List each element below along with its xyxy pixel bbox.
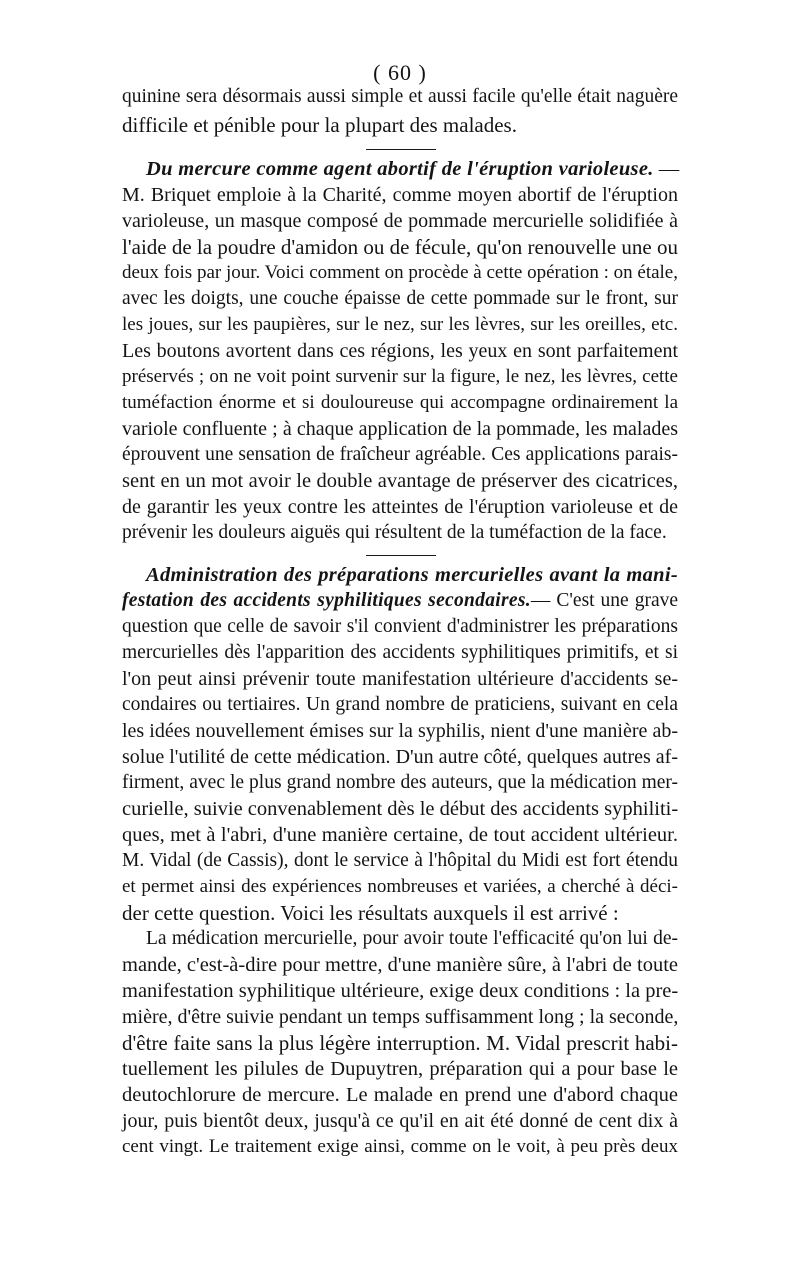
section1-line-10: variole confluente ; à chaque application de la pommade, les malades xyxy=(122,418,678,440)
section2-line-1: question que celle de savoir s'il convient d'administrer les préparations xyxy=(122,616,678,637)
section1-line-4: deux fois par jour. Voici comment on procède à cette opération : on étale, xyxy=(122,262,678,283)
para3-line-2: mande, c'est-à-dire pour mettre, d'une manière sûre, à l'abri de toute xyxy=(122,954,678,976)
section2-line-7: firment, avec le plus grand nombre des auteurs, que la médication mer- xyxy=(122,772,678,793)
section1-line-9: tuméfaction énorme et si douloureuse qui accompagne ordinairement la xyxy=(122,392,678,413)
para3-line-7: deutochlorure de mercure. Le malade en prend une d'abord chaque xyxy=(122,1084,678,1106)
para3-line-6: tuellement les pilules de Dupuytren, préparation qui a pour base le xyxy=(122,1058,678,1080)
section1-line-2: varioleuse, un masque composé de pommade mercurielle solidifiée à xyxy=(122,210,678,232)
section2-line-8: curielle, suivie convenablement dès le début des accidents syphiliti- xyxy=(122,798,679,820)
section2-line-6: solue l'utilité de cette médication. D'un autre côté, quelques autres af- xyxy=(122,746,678,768)
para3-line-1: La médication mercurielle, pour avoir toute l'efficacité qu'on lui de- xyxy=(146,928,678,949)
section2-line-2: mercurielles dès l'apparition des accidents syphilitiques primitifs, et si xyxy=(122,642,678,663)
para3-line-8: jour, puis bientôt deux, jusqu'à ce qu'il en ait été donné de cent dix à xyxy=(122,1110,678,1132)
para3-line-5: d'être faite sans la plus légère interruption. M. Vidal prescrit habi- xyxy=(122,1031,678,1055)
section1-heading-dash: — xyxy=(653,158,680,180)
section1-heading: Du mercure comme agent abortif de l'éruption varioleuse. xyxy=(146,158,654,180)
page-number: ( 60 ) xyxy=(373,60,427,85)
section1-line-8: préservés ; on ne voit point survenir sur la figure, le nez, les lèvres, cette xyxy=(122,366,678,387)
section1-line-7: Les boutons avortent dans ces régions, les yeux en sont parfaitement xyxy=(122,340,678,362)
section1-line-3: l'aide de la poudre d'amidon ou de fécule, qu'on renouvelle une ou xyxy=(122,235,678,259)
section2-line-10: M. Vidal (de Cassis), dont le service à l'hôpital du Midi est fort étendu xyxy=(122,850,678,871)
para3-line-9: cent vingt. Le traitement exige ainsi, comme on le voit, à peu près deux xyxy=(122,1136,678,1157)
section1-line-6: les joues, sur les paupières, sur le nez, sur les lèvres, sur les oreilles, etc. xyxy=(122,314,678,335)
para1-line-2: difficile et pénible pour la plupart des malades. xyxy=(122,113,517,137)
section2-line-5: les idées nouvellement émises sur la syphilis, nient d'une manière ab- xyxy=(122,720,678,742)
section1-heading-line xyxy=(146,156,678,182)
section1-line-14: prévenir les douleurs aiguës qui résultent de la tuméfaction de la face. xyxy=(122,522,667,543)
para3-line-3: manifestation syphilitique ultérieure, exige deux conditions : la pre- xyxy=(122,980,679,1002)
section2-line-9: ques, met à l'abri, d'une manière certaine, de tout accident ultérieur. xyxy=(122,824,678,846)
section2-heading-part2: festation des accidents syphilitiques secondaires. xyxy=(122,590,531,611)
section-divider-2 xyxy=(366,555,436,556)
section2-heading-continuation: — C'est une grave xyxy=(530,590,679,611)
section1-line-5: avec les doigts, une couche épaisse de cette pommade sur le front, sur xyxy=(122,288,678,309)
section2-line-11: et permet ainsi des expériences nombreuses et variées, a cherché à déci- xyxy=(122,876,678,897)
section2-line-12: der cette question. Voici les résultats auxquels il est arrivé : xyxy=(122,901,619,925)
section2-line-4: condaires ou tertiaires. Un grand nombre de praticiens, suivant en cela xyxy=(122,694,678,715)
section1-line-12: sent en un mot avoir le double avantage de préserver des cicatrices, xyxy=(122,470,678,492)
section2-heading-part1: Administration des préparations mercurielles avant la mani- xyxy=(146,564,678,586)
section1-line-11: éprouvent une sensation de fraîcheur agréable. Ces applications parais- xyxy=(122,444,678,465)
section2-heading-line-1 xyxy=(146,562,678,588)
para3-line-4: mière, d'être suivie pendant un temps suffisamment long ; la seconde, xyxy=(122,1006,679,1028)
section2-heading-line-2 xyxy=(122,588,678,614)
para1-line-1: quinine sera désormais aussi simple et aussi facile qu'elle était naguère xyxy=(122,86,678,107)
section-divider-1 xyxy=(366,149,436,150)
section2-line-3: l'on peut ainsi prévenir toute manifestation ultérieure d'accidents se- xyxy=(122,668,678,690)
section1-line-1: M. Briquet emploie à la Charité, comme moyen abortif de l'éruption xyxy=(122,184,678,206)
section1-line-13: de garantir les yeux contre les atteintes de l'éruption varioleuse et de xyxy=(122,496,678,518)
